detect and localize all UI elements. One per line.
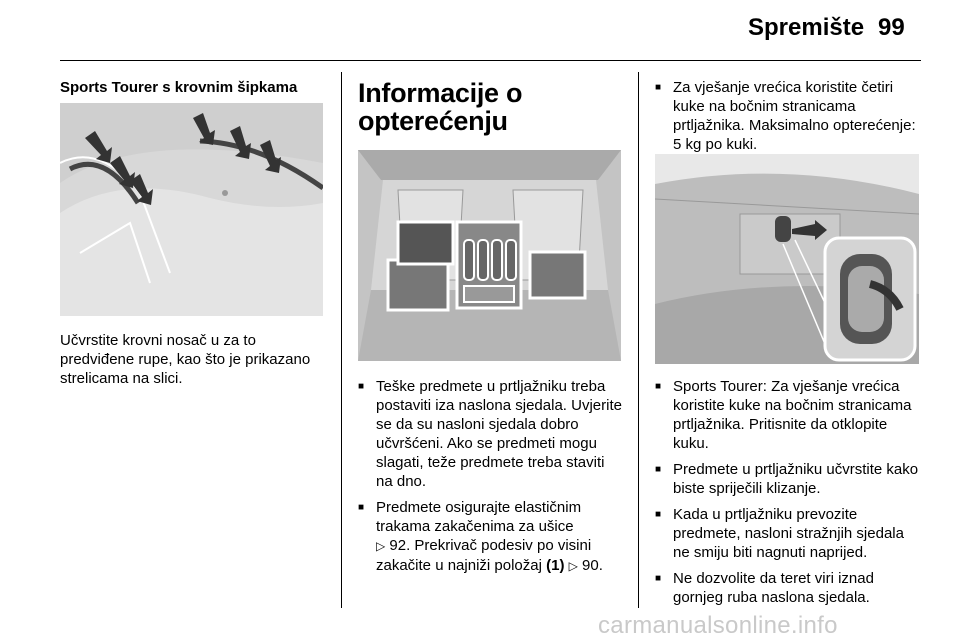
column-3-bottom-bullets [655,377,923,614]
page-reference: 90. [582,557,603,574]
car-roof-bars-figure [60,103,323,316]
list-item [358,377,624,491]
cross-reference-icon: ▷ [568,559,578,573]
list-item [655,377,923,453]
bullet-text-cont: 92. Prekrivač podesiv po visini zakačite u najniži položaj [376,537,592,574]
hook-info-list [655,78,923,154]
column-2-heading-block [358,79,624,135]
cargo-tips-list [655,377,923,607]
cargo-load-figure [358,150,621,361]
position-marker: (1) [546,557,565,574]
cross-reference-icon: ▷ [376,539,386,553]
column-2-bullets [358,377,624,583]
bullet-text: Teške predmete u prtljažniku treba postaviti iza naslona sjedala. Uvjerite se da su nasloni sjedala dobro učvršćeni. Ako se predmeti mogu slagati, teže predmete treba staviti na dno. [376,378,622,490]
column-divider-1 [341,72,342,608]
bag-hook-figure [655,154,919,364]
section-heading-line-1: Informacije o [358,78,523,108]
list-item [655,78,923,154]
section-subheading: Sports Tourer s krovnim šipkama [60,79,298,96]
column-3-top-bullets [655,78,923,161]
bullet-text: Za vješanje vrećica koristite četiri kuke na bočnim stranicama prtljažnika. Maksimalno opterećenje: 5 kg po kuki. [673,79,916,153]
page-header-title: Spremište [748,14,865,41]
bullet-text: Predmete u prtljažniku učvrstite kako biste spriječili klizanje. [673,461,919,497]
list-item [655,505,923,562]
loading-info-list [358,377,624,576]
bullet-text: Sports Tourer: Za vješanje vrećica koristite kuke na bočnim stranicama prtljažnika. Pritisnite da otklopite kuku. [673,378,912,452]
bullet-text: Kada u prtljažniku prevozite predmete, nasloni stražnjih sjedala ne smiju biti nagnuti naprijed. [673,506,904,561]
column-1-subheading-block [60,78,330,97]
section-heading-line-2: opterećenju [358,106,508,136]
header-rule [60,60,921,61]
bag-hook-icon [655,154,919,364]
column-divider-2 [638,72,639,608]
bullet-text: Predmete osigurajte elastičnim trakama zakačenima za ušice [376,499,582,535]
bullet-text: Ne dozvolite da teret viri iznad gornjeg ruba naslona sjedala. [673,570,874,606]
list-item [655,569,923,607]
page-number: 99 [878,14,905,41]
car-roof-bars-icon [60,103,323,316]
list-item [358,498,624,576]
cargo-load-icon [358,150,621,361]
column-1-caption-block [60,331,330,388]
list-item [655,460,923,498]
watermark-text: carmanualsonline.info [598,612,838,639]
roof-bars-caption: Učvrstite krovni nosač u za to predviđene rupe, kao što je prikazano strelicama na slici. [60,332,311,387]
